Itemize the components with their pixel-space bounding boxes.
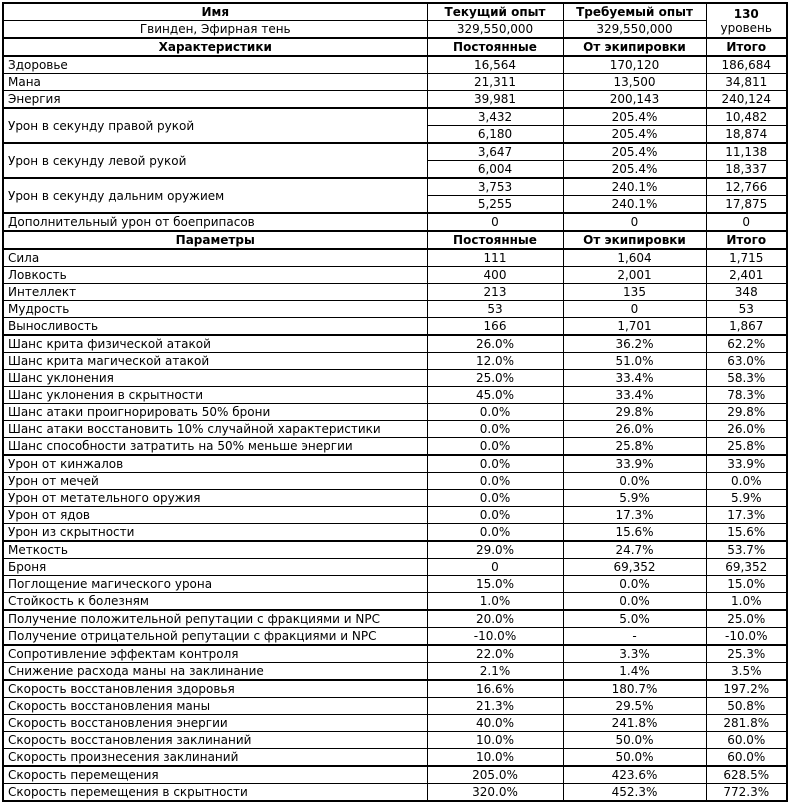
column-header-total: Итого [706,38,787,56]
stat-value: 213 [427,284,563,301]
stat-label: Выносливость [3,318,427,336]
stat-value: 0 [563,301,706,318]
table-row [3,438,787,456]
section-title: Характеристики [3,38,427,56]
stat-label: Урон в секунду правой рукой [3,108,427,143]
stat-value: 0.0% [563,473,706,490]
required-xp-value: 329,550,000 [563,21,706,39]
table-row [3,21,787,39]
stat-value: 16.6% [427,680,563,698]
stat-value: 2.1% [427,663,563,681]
stat-value: -10.0% [427,628,563,646]
stat-value: 400 [427,267,563,284]
stat-value: 2,001 [563,267,706,284]
table-row [3,524,787,542]
stat-label: Ловкость [3,267,427,284]
stat-label: Скорость восстановления заклинаний [3,732,427,749]
stat-label: Урон из скрытности [3,524,427,542]
stat-value: 240,124 [706,91,787,109]
column-header-permanent: Постоянные [427,231,563,249]
stat-label: Меткость [3,541,427,559]
stat-value: 3,753 [427,178,563,196]
stat-value: 1,604 [563,249,706,267]
stat-value: 170,120 [563,56,706,74]
stat-value: 18,337 [706,161,787,179]
stat-value: 1.0% [706,593,787,611]
name-column-header: Имя [3,3,427,21]
stat-value: 21.3% [427,698,563,715]
stat-value: 69,352 [706,559,787,576]
level-number: 130 [733,6,759,21]
table-row [3,284,787,301]
stat-label: Дополнительный урон от боеприпасов [3,213,427,231]
stat-value: 15.0% [706,576,787,593]
table-row [3,404,787,421]
stat-label: Урон в секунду левой рукой [3,143,427,178]
table-row [3,749,787,767]
table-row [3,663,787,681]
stat-label: Урон в секунду дальним оружием [3,178,427,213]
stat-label: Шанс крита магической атакой [3,353,427,370]
stats-table-body [3,3,787,801]
stat-value: -10.0% [706,628,787,646]
stat-value: 20.0% [427,610,563,628]
stat-value: 0.0% [563,593,706,611]
stat-value: 11,138 [706,143,787,161]
level-label: уровень [720,20,772,35]
stat-value: 15.0% [427,576,563,593]
stat-label: Энергия [3,91,427,109]
stat-value: 166 [427,318,563,336]
stat-value: 25.8% [706,438,787,456]
stat-value: 205.4% [563,161,706,179]
current-xp-value: 329,550,000 [427,21,563,39]
stat-value: 3.5% [706,663,787,681]
stat-value: - [563,628,706,646]
table-row [3,421,787,438]
stat-label: Интеллект [3,284,427,301]
table-row [3,455,787,473]
stat-label: Урон от кинжалов [3,455,427,473]
stat-value: 62.2% [706,335,787,353]
table-row [3,353,787,370]
table-row [3,576,787,593]
table-row [3,541,787,559]
table-row [3,766,787,784]
column-header-from-equipment: От экипировки [563,38,706,56]
stat-label: Скорость восстановления здоровья [3,680,427,698]
stat-value: 0.0% [427,490,563,507]
stat-value: 15.6% [706,524,787,542]
stat-value: 29.5% [563,698,706,715]
stat-label: Скорость восстановления маны [3,698,427,715]
table-row [3,610,787,628]
stat-value: 0.0% [563,576,706,593]
stat-value: 26.0% [427,335,563,353]
table-row [3,318,787,336]
stat-value: 18,874 [706,126,787,144]
stat-value: 0.0% [427,438,563,456]
stat-value: 5.9% [706,490,787,507]
stat-value: 33.4% [563,387,706,404]
stat-value: 0.0% [427,507,563,524]
stat-value: 0.0% [427,421,563,438]
stat-label: Урон от ядов [3,507,427,524]
stat-value: 29.0% [427,541,563,559]
table-row [3,178,787,196]
stat-label: Шанс атаки проигнорировать 50% брони [3,404,427,421]
stat-value: 186,684 [706,56,787,74]
stat-value: 12.0% [427,353,563,370]
table-row [3,108,787,126]
stat-value: 205.4% [563,143,706,161]
stat-value: 200,143 [563,91,706,109]
stat-value: 63.0% [706,353,787,370]
stat-value: 33.9% [706,455,787,473]
stat-value: 34,811 [706,74,787,91]
stat-value: 180.7% [563,680,706,698]
stat-value: 205.4% [563,108,706,126]
stat-value: 5.0% [563,610,706,628]
stat-label: Урон от метательного оружия [3,490,427,507]
stat-value: 111 [427,249,563,267]
stat-value: 17.3% [563,507,706,524]
stat-value: 21,311 [427,74,563,91]
table-row [3,559,787,576]
stat-value: 240.1% [563,178,706,196]
stat-value: 25.0% [706,610,787,628]
stat-value: 39,981 [427,91,563,109]
column-header-from-equipment: От экипировки [563,231,706,249]
table-row [3,143,787,161]
stat-value: 15.6% [563,524,706,542]
stat-label: Шанс уклонения [3,370,427,387]
stat-value: 241.8% [563,715,706,732]
stat-value: 628.5% [706,766,787,784]
stat-value: 60.0% [706,732,787,749]
table-row [3,645,787,663]
stat-value: 78.3% [706,387,787,404]
stat-label: Скорость восстановления энергии [3,715,427,732]
table-row [3,680,787,698]
stat-value: 45.0% [427,387,563,404]
table-row [3,784,787,802]
stat-value: 6,004 [427,161,563,179]
table-row [3,490,787,507]
table-row [3,249,787,267]
stat-label: Шанс способности затратить на 50% меньше энергии [3,438,427,456]
stat-value: 25.8% [563,438,706,456]
stat-value: 33.4% [563,370,706,387]
stat-value: 0.0% [427,473,563,490]
level-header-cell [706,3,787,38]
stat-value: 205.0% [427,766,563,784]
table-row [3,91,787,109]
table-row [3,231,787,249]
stat-value: 1,715 [706,249,787,267]
stat-label: Скорость перемещения [3,766,427,784]
stat-value: 58.3% [706,370,787,387]
stat-value: 60.0% [706,749,787,767]
stat-value: 10.0% [427,749,563,767]
stat-value: 452.3% [563,784,706,802]
stat-label: Урон от мечей [3,473,427,490]
stat-value: 50.8% [706,698,787,715]
stat-value: 240.1% [563,196,706,214]
stat-label: Шанс крита физической атакой [3,335,427,353]
table-row [3,335,787,353]
stat-value: 0 [563,213,706,231]
character-stats-table [2,2,788,802]
table-row [3,56,787,74]
table-row [3,715,787,732]
stat-value: 3,647 [427,143,563,161]
stat-label: Шанс атаки восстановить 10% случайной характеристики [3,421,427,438]
stat-value: 0.0% [427,404,563,421]
stat-value: 69,352 [563,559,706,576]
stat-label: Здоровье [3,56,427,74]
stat-label: Броня [3,559,427,576]
stat-value: 3.3% [563,645,706,663]
table-row [3,267,787,284]
stat-value: 17.3% [706,507,787,524]
stat-value: 1,867 [706,318,787,336]
stat-value: 423.6% [563,766,706,784]
table-row [3,213,787,231]
required-xp-column-header: Требуемый опыт [563,3,706,21]
stat-value: 10.0% [427,732,563,749]
stat-value: 24.7% [563,541,706,559]
stat-value: 51.0% [563,353,706,370]
stat-label: Поглощение магического урона [3,576,427,593]
stat-value: 0.0% [706,473,787,490]
stat-value: 36.2% [563,335,706,353]
stat-value: 348 [706,284,787,301]
stat-value: 3,432 [427,108,563,126]
stat-value: 0 [427,559,563,576]
stat-value: 320.0% [427,784,563,802]
table-row [3,370,787,387]
stat-label: Снижение расхода маны на заклинание [3,663,427,681]
stat-value: 53 [706,301,787,318]
stat-value: 5.9% [563,490,706,507]
table-row [3,301,787,318]
table-row [3,732,787,749]
stat-label: Скорость произнесения заклинаний [3,749,427,767]
stat-value: 1.4% [563,663,706,681]
table-row [3,473,787,490]
stat-value: 281.8% [706,715,787,732]
stat-value: 0.0% [427,524,563,542]
stat-label: Сопротивление эффектам контроля [3,645,427,663]
stat-label: Мана [3,74,427,91]
stat-value: 197.2% [706,680,787,698]
stat-value: 772.3% [706,784,787,802]
stat-value: 17,875 [706,196,787,214]
stat-value: 50.0% [563,749,706,767]
stat-value: 22.0% [427,645,563,663]
stat-value: 1,701 [563,318,706,336]
table-row [3,507,787,524]
stat-value: 10,482 [706,108,787,126]
table-row [3,698,787,715]
stat-value: 53.7% [706,541,787,559]
stat-value: 13,500 [563,74,706,91]
stat-value: 16,564 [427,56,563,74]
stat-label: Получение положительной репутации с фракциями и NPC [3,610,427,628]
stat-value: 1.0% [427,593,563,611]
table-row [3,593,787,611]
column-header-total: Итого [706,231,787,249]
stat-value: 29.8% [706,404,787,421]
current-xp-column-header: Текущий опыт [427,3,563,21]
stat-label: Скорость перемещения в скрытности [3,784,427,802]
table-row [3,628,787,646]
stat-value: 40.0% [427,715,563,732]
section-title: Параметры [3,231,427,249]
stat-value: 29.8% [563,404,706,421]
stat-value: 25.3% [706,645,787,663]
stat-value: 50.0% [563,732,706,749]
stat-value: 25.0% [427,370,563,387]
character-name: Гвинден, Эфирная тень [3,21,427,39]
column-header-permanent: Постоянные [427,38,563,56]
stat-label: Стойкость к болезням [3,593,427,611]
stat-value: 135 [563,284,706,301]
stat-label: Получение отрицательной репутации с фракциями и NPC [3,628,427,646]
stat-label: Мудрость [3,301,427,318]
stat-value: 33.9% [563,455,706,473]
stat-value: 5,255 [427,196,563,214]
stat-value: 6,180 [427,126,563,144]
stat-value: 2,401 [706,267,787,284]
table-row [3,387,787,404]
table-row [3,38,787,56]
stat-value: 0.0% [427,455,563,473]
table-row [3,3,787,21]
stat-label: Сила [3,249,427,267]
table-row [3,74,787,91]
stat-value: 0 [427,213,563,231]
stat-value: 12,766 [706,178,787,196]
stat-value: 0 [706,213,787,231]
stat-value: 26.0% [563,421,706,438]
stat-value: 26.0% [706,421,787,438]
stat-value: 205.4% [563,126,706,144]
stat-label: Шанс уклонения в скрытности [3,387,427,404]
stat-value: 53 [427,301,563,318]
